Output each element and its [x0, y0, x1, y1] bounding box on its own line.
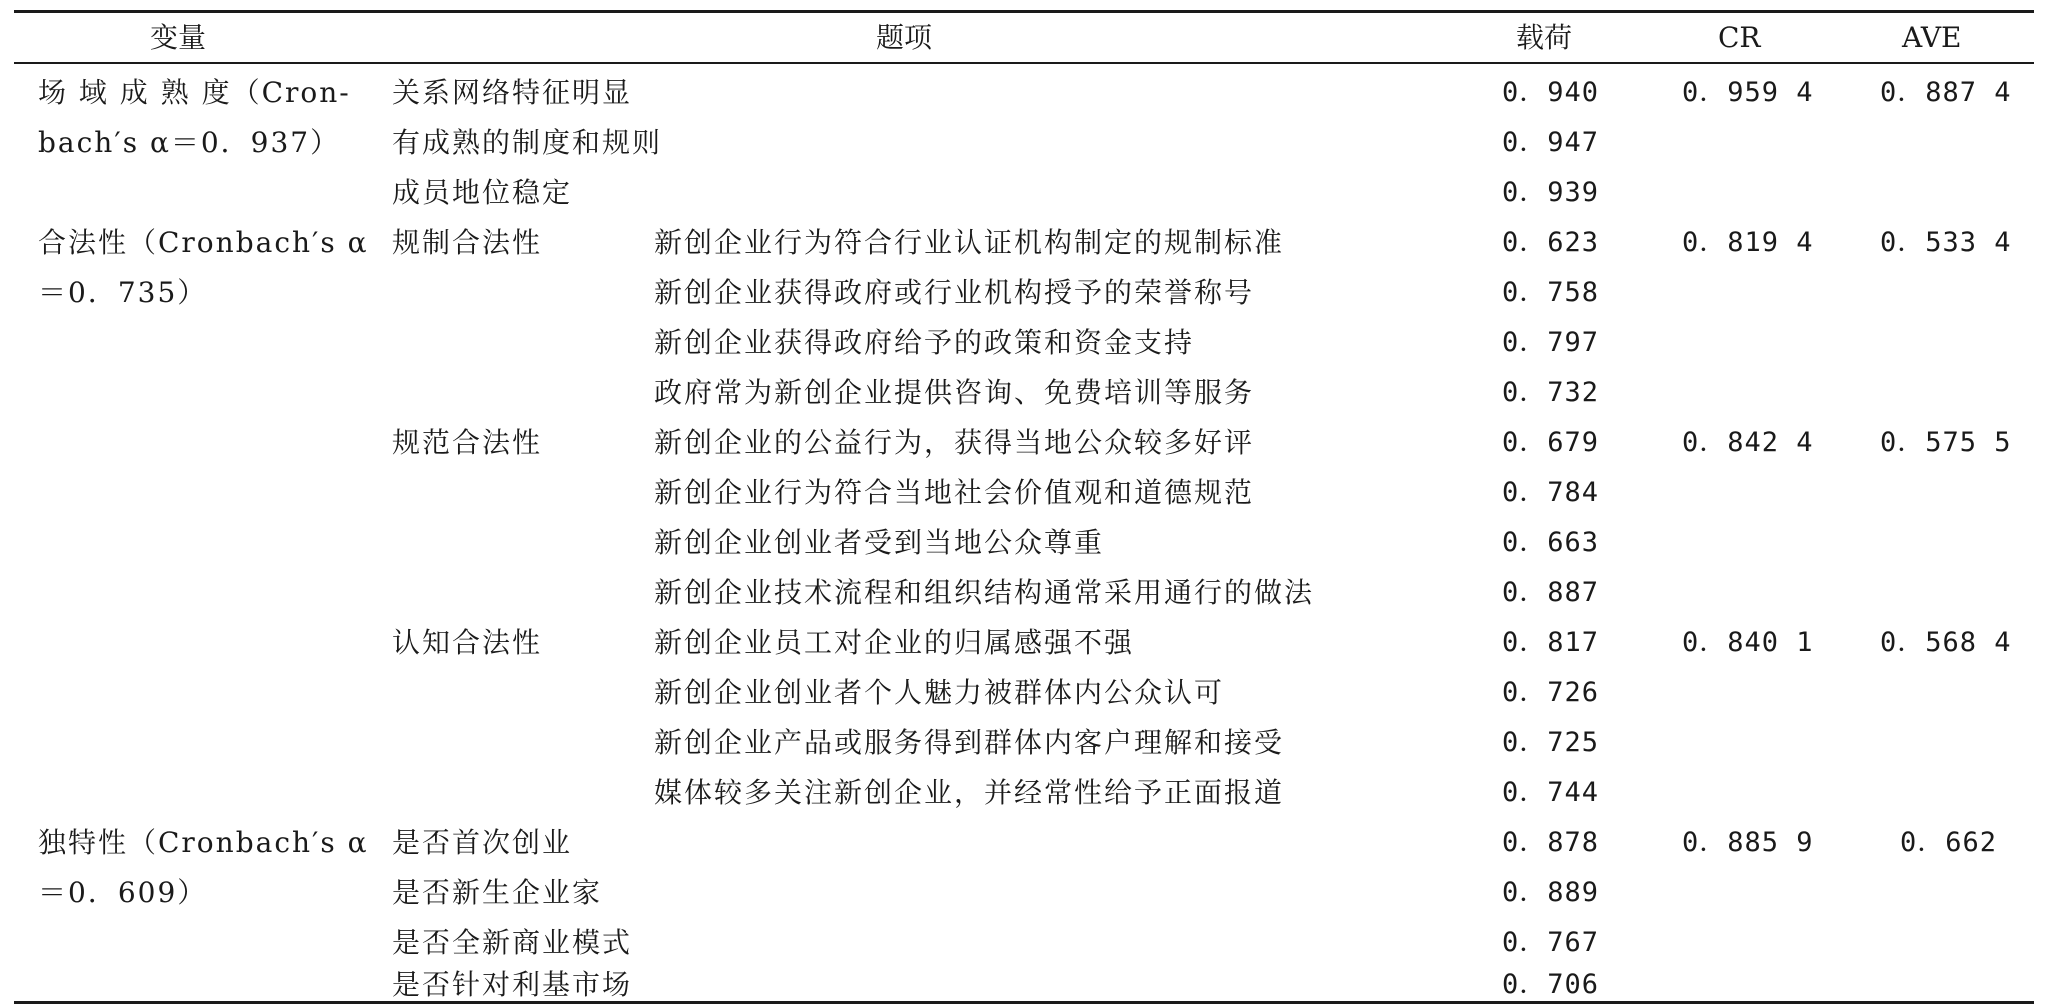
loading-value: 0．758	[1502, 277, 1600, 308]
loading-value: 0．940	[1502, 77, 1600, 108]
table-bottom-rule	[14, 1001, 2034, 1004]
header-variable: 变量	[150, 21, 207, 54]
ave-value: 0．887 4	[1880, 77, 2012, 108]
header-ave: AVE	[1902, 21, 1962, 54]
loading-value: 0．878	[1502, 827, 1600, 858]
item-text: 新创企业获得政府或行业机构授予的荣誉称号	[654, 276, 1255, 309]
item-text: 新创企业的公益行为，获得当地公众较多好评	[654, 426, 1255, 459]
loading-value: 0．889	[1502, 877, 1600, 908]
variable-name-line: ＝0．609）	[38, 876, 208, 909]
item-text: 新创企业行为符合当地社会价值观和道德规范	[654, 476, 1255, 509]
header-item: 题项	[876, 21, 933, 54]
cr-value: 0．842 4	[1682, 427, 1814, 458]
loading-value: 0．725	[1502, 727, 1600, 758]
item-text: 关系网络特征明显	[392, 76, 633, 109]
loading-value: 0．744	[1502, 777, 1600, 808]
item-text: 有成熟的制度和规则	[392, 126, 663, 159]
item-text: 新创企业创业者受到当地公众尊重	[654, 526, 1105, 559]
loading-value: 0．732	[1502, 377, 1600, 408]
item-text: 新创企业创业者个人魅力被群体内公众认可	[654, 676, 1225, 709]
loading-value: 0．767	[1502, 927, 1600, 958]
loading-value: 0．623	[1502, 227, 1600, 258]
item-text: 成员地位稳定	[392, 176, 573, 209]
item-text: 新创企业技术流程和组织结构通常采用通行的做法	[654, 576, 1315, 609]
loading-value: 0．726	[1502, 677, 1600, 708]
variable-name-line: ＝0．735）	[38, 276, 208, 309]
ave-value: 0．533 4	[1880, 227, 2012, 258]
item-text: 新创企业获得政府给予的政策和资金支持	[654, 326, 1195, 359]
header-loading: 载荷	[1516, 21, 1573, 54]
loading-value: 0．797	[1502, 327, 1600, 358]
subdimension-name: 认知合法性	[392, 626, 543, 659]
cr-value: 0．959 4	[1682, 77, 1814, 108]
loading-value: 0．679	[1502, 427, 1600, 458]
ave-value: 0．575 5	[1880, 427, 2012, 458]
subdimension-name: 规制合法性	[392, 226, 543, 259]
variable-name-line: 合法性（Cronbach′s α	[38, 226, 369, 259]
variable-name-line: 独特性（Cronbach′s α	[38, 826, 369, 859]
loading-value: 0．887	[1502, 577, 1600, 608]
loading-value: 0．817	[1502, 627, 1600, 658]
variable-name-line: bach′s α＝0．937）	[38, 126, 341, 159]
header-cr: CR	[1718, 21, 1761, 54]
loading-value: 0．784	[1502, 477, 1600, 508]
item-text: 是否新生企业家	[392, 876, 603, 909]
loading-value: 0．939	[1502, 177, 1600, 208]
cr-value: 0．885 9	[1682, 827, 1814, 858]
subdimension-name: 规范合法性	[392, 426, 543, 459]
loading-value: 0．947	[1502, 127, 1600, 158]
item-text: 是否全新商业模式	[392, 926, 633, 959]
item-text: 新创企业行为符合行业认证机构制定的规制标准	[654, 226, 1285, 259]
item-text: 是否首次创业	[392, 826, 573, 859]
loading-value: 0．706	[1502, 969, 1600, 1000]
item-text: 新创企业员工对企业的归属感强不强	[654, 626, 1135, 659]
loading-value: 0．663	[1502, 527, 1600, 558]
table-top-rule	[14, 10, 2034, 13]
ave-value: 0．662	[1900, 827, 1998, 858]
cr-value: 0．819 4	[1682, 227, 1814, 258]
header-rule	[14, 62, 2034, 64]
item-text: 是否针对利基市场	[392, 968, 633, 1001]
item-text: 政府常为新创企业提供咨询、免费培训等服务	[654, 376, 1255, 409]
item-text: 新创企业产品或服务得到群体内客户理解和接受	[654, 726, 1285, 759]
ave-value: 0．568 4	[1880, 627, 2012, 658]
variable-name-line: 场 域 成 熟 度（Cron-	[38, 76, 351, 109]
cr-value: 0．840 1	[1682, 627, 1814, 658]
item-text: 媒体较多关注新创企业，并经常性给予正面报道	[654, 776, 1285, 809]
